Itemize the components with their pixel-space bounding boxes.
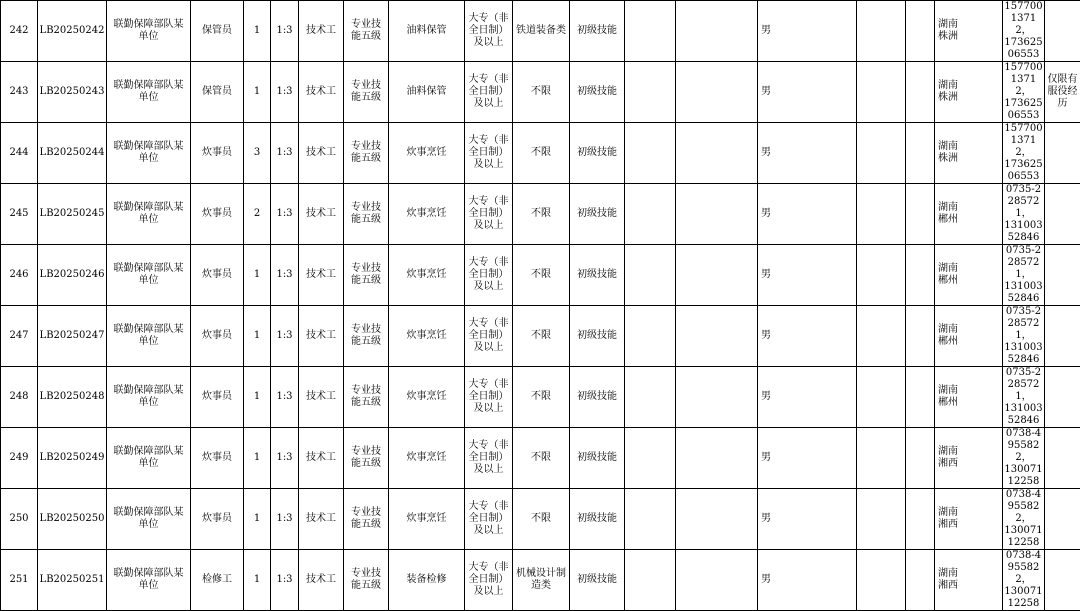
- cell-row-number: 249: [1, 428, 38, 489]
- cell-empty: [906, 550, 935, 611]
- cell-empty: [625, 184, 676, 245]
- cell-level: 专业技 能五级: [344, 1, 389, 62]
- table-row: [1, 62, 1080, 123]
- cell-empty: [625, 245, 676, 306]
- cell-education: 大专（非 全日制） 及以上: [465, 306, 513, 367]
- cell-type: 技术工: [299, 306, 344, 367]
- cell-skill: 初级技能: [570, 184, 625, 245]
- cell-row-number: 242: [1, 1, 38, 62]
- cell-empty: [676, 1, 758, 62]
- cell-unit: 联勤保障部队某 单位: [107, 489, 191, 550]
- cell-unit: 联勤保障部队某 单位: [107, 306, 191, 367]
- cell-major: 铁道装备类: [513, 1, 570, 62]
- cell-empty: [857, 62, 906, 123]
- cell-specialty: 油料保管: [389, 62, 465, 123]
- cell-empty: [625, 428, 676, 489]
- cell-note: [1045, 367, 1080, 428]
- cell-phone: 0738-4955822， 13007112258: [1003, 489, 1045, 550]
- cell-empty: [676, 306, 758, 367]
- cell-type: 技术工: [299, 245, 344, 306]
- cell-skill: 初级技能: [570, 489, 625, 550]
- cell-empty: [676, 489, 758, 550]
- cell-row-number: 247: [1, 306, 38, 367]
- cell-skill: 初级技能: [570, 123, 625, 184]
- cell-note: [1045, 428, 1080, 489]
- cell-note: [1045, 245, 1080, 306]
- cell-empty: [676, 123, 758, 184]
- cell-empty: [676, 184, 758, 245]
- cell-gender: 男: [758, 367, 857, 428]
- cell-region: 湖南 株洲: [935, 123, 1003, 184]
- cell-gender: 男: [758, 245, 857, 306]
- cell-phone: 0735-2285721， 13100352846: [1003, 245, 1045, 306]
- cell-unit: 联勤保障部队某 单位: [107, 367, 191, 428]
- cell-region: 湖南 湘西: [935, 550, 1003, 611]
- cell-empty: [625, 306, 676, 367]
- cell-gender: 男: [758, 489, 857, 550]
- cell-note: [1045, 184, 1080, 245]
- cell-empty: [906, 489, 935, 550]
- cell-level: 专业技 能五级: [344, 245, 389, 306]
- cell-specialty: 炊事烹饪: [389, 123, 465, 184]
- cell-major: 机械设计制 造类: [513, 550, 570, 611]
- cell-position: 保管员: [191, 1, 244, 62]
- cell-specialty: 装备检修: [389, 550, 465, 611]
- cell-education: 大专（非 全日制） 及以上: [465, 1, 513, 62]
- cell-empty: [906, 245, 935, 306]
- cell-note: [1045, 1, 1080, 62]
- cell-level: 专业技 能五级: [344, 489, 389, 550]
- cell-level: 专业技 能五级: [344, 550, 389, 611]
- table-body: [1, 1, 1080, 611]
- cell-position-code: LB20250251: [38, 550, 107, 611]
- cell-phone: 15770013712， 17362506553: [1003, 123, 1045, 184]
- cell-position: 保管员: [191, 62, 244, 123]
- cell-level: 专业技 能五级: [344, 123, 389, 184]
- cell-skill: 初级技能: [570, 367, 625, 428]
- cell-specialty: 炊事烹饪: [389, 245, 465, 306]
- cell-empty: [676, 245, 758, 306]
- cell-row-number: 246: [1, 245, 38, 306]
- cell-note: [1045, 123, 1080, 184]
- cell-education: 大专（非 全日制） 及以上: [465, 123, 513, 184]
- cell-count: 1: [244, 62, 271, 123]
- cell-type: 技术工: [299, 62, 344, 123]
- cell-education: 大专（非 全日制） 及以上: [465, 489, 513, 550]
- cell-ratio: 1:3: [271, 367, 299, 428]
- cell-empty: [857, 428, 906, 489]
- cell-empty: [857, 1, 906, 62]
- cell-position: 炊事员: [191, 245, 244, 306]
- table-row: [1, 1, 1080, 62]
- cell-level: 专业技 能五级: [344, 184, 389, 245]
- cell-empty: [625, 1, 676, 62]
- cell-ratio: 1:3: [271, 550, 299, 611]
- cell-empty: [625, 489, 676, 550]
- cell-specialty: 炊事烹饪: [389, 367, 465, 428]
- cell-note: [1045, 489, 1080, 550]
- cell-position-code: LB20250242: [38, 1, 107, 62]
- cell-count: 1: [244, 550, 271, 611]
- cell-empty: [857, 245, 906, 306]
- cell-level: 专业技 能五级: [344, 306, 389, 367]
- cell-gender: 男: [758, 550, 857, 611]
- cell-empty: [906, 123, 935, 184]
- cell-position: 炊事员: [191, 306, 244, 367]
- cell-empty: [625, 62, 676, 123]
- cell-position-code: LB20250248: [38, 367, 107, 428]
- cell-gender: 男: [758, 306, 857, 367]
- cell-ratio: 1:3: [271, 428, 299, 489]
- cell-region: 湖南 郴州: [935, 245, 1003, 306]
- cell-position: 炊事员: [191, 184, 244, 245]
- cell-major: 不限: [513, 62, 570, 123]
- cell-region: 湖南 郴州: [935, 306, 1003, 367]
- cell-region: 湖南 郴州: [935, 184, 1003, 245]
- cell-education: 大专（非 全日制） 及以上: [465, 550, 513, 611]
- cell-gender: 男: [758, 123, 857, 184]
- cell-count: 1: [244, 489, 271, 550]
- cell-empty: [625, 367, 676, 428]
- cell-ratio: 1:3: [271, 184, 299, 245]
- cell-empty: [906, 184, 935, 245]
- cell-region: 湖南 株洲: [935, 62, 1003, 123]
- table-row: [1, 306, 1080, 367]
- cell-type: 技术工: [299, 367, 344, 428]
- cell-skill: 初级技能: [570, 428, 625, 489]
- cell-region: 湖南 湘西: [935, 428, 1003, 489]
- cell-phone: 0738-4955822， 13007112258: [1003, 428, 1045, 489]
- cell-ratio: 1:3: [271, 1, 299, 62]
- cell-gender: 男: [758, 428, 857, 489]
- cell-empty: [857, 489, 906, 550]
- cell-phone: 15770013712， 17362506553: [1003, 1, 1045, 62]
- cell-type: 技术工: [299, 184, 344, 245]
- cell-position-code: LB20250247: [38, 306, 107, 367]
- cell-major: 不限: [513, 123, 570, 184]
- cell-empty: [906, 306, 935, 367]
- cell-row-number: 244: [1, 123, 38, 184]
- cell-empty: [906, 428, 935, 489]
- cell-count: 3: [244, 123, 271, 184]
- cell-count: 1: [244, 367, 271, 428]
- cell-ratio: 1:3: [271, 123, 299, 184]
- cell-specialty: 油料保管: [389, 1, 465, 62]
- cell-specialty: 炊事烹饪: [389, 306, 465, 367]
- cell-empty: [857, 123, 906, 184]
- cell-skill: 初级技能: [570, 1, 625, 62]
- cell-unit: 联勤保障部队某 单位: [107, 1, 191, 62]
- cell-education: 大专（非 全日制） 及以上: [465, 184, 513, 245]
- cell-position: 炊事员: [191, 367, 244, 428]
- cell-empty: [857, 367, 906, 428]
- cell-skill: 初级技能: [570, 306, 625, 367]
- cell-count: 1: [244, 428, 271, 489]
- cell-unit: 联勤保障部队某 单位: [107, 62, 191, 123]
- cell-gender: 男: [758, 62, 857, 123]
- cell-empty: [857, 306, 906, 367]
- cell-position: 检修工: [191, 550, 244, 611]
- table-row: [1, 123, 1080, 184]
- table-row: [1, 245, 1080, 306]
- cell-position-code: LB20250246: [38, 245, 107, 306]
- cell-row-number: 251: [1, 550, 38, 611]
- cell-type: 技术工: [299, 428, 344, 489]
- cell-specialty: 炊事烹饪: [389, 184, 465, 245]
- cell-ratio: 1:3: [271, 245, 299, 306]
- cell-unit: 联勤保障部队某 单位: [107, 245, 191, 306]
- table-row: [1, 550, 1080, 611]
- cell-note: [1045, 550, 1080, 611]
- cell-level: 专业技 能五级: [344, 62, 389, 123]
- cell-phone: 0735-2285721， 13100352846: [1003, 184, 1045, 245]
- cell-level: 专业技 能五级: [344, 367, 389, 428]
- cell-phone: 0738-4955822， 13007112258: [1003, 550, 1045, 611]
- cell-skill: 初级技能: [570, 550, 625, 611]
- cell-empty: [906, 62, 935, 123]
- cell-education: 大专（非 全日制） 及以上: [465, 245, 513, 306]
- cell-empty: [906, 367, 935, 428]
- cell-major: 不限: [513, 489, 570, 550]
- cell-position: 炊事员: [191, 489, 244, 550]
- cell-unit: 联勤保障部队某 单位: [107, 184, 191, 245]
- cell-region: 湖南 株洲: [935, 1, 1003, 62]
- cell-phone: 0735-2285721， 13100352846: [1003, 367, 1045, 428]
- cell-ratio: 1:3: [271, 489, 299, 550]
- cell-position-code: LB20250249: [38, 428, 107, 489]
- cell-position: 炊事员: [191, 428, 244, 489]
- cell-level: 专业技 能五级: [344, 428, 389, 489]
- cell-unit: 联勤保障部队某 单位: [107, 550, 191, 611]
- cell-empty: [625, 550, 676, 611]
- cell-count: 1: [244, 1, 271, 62]
- cell-position-code: LB20250244: [38, 123, 107, 184]
- cell-education: 大专（非 全日制） 及以上: [465, 62, 513, 123]
- cell-type: 技术工: [299, 489, 344, 550]
- cell-position-code: LB20250245: [38, 184, 107, 245]
- cell-empty: [676, 62, 758, 123]
- cell-phone: 15770013712， 17362506553: [1003, 62, 1045, 123]
- cell-ratio: 1:3: [271, 306, 299, 367]
- cell-major: 不限: [513, 245, 570, 306]
- cell-unit: 联勤保障部队某 单位: [107, 123, 191, 184]
- cell-unit: 联勤保障部队某 单位: [107, 428, 191, 489]
- cell-gender: 男: [758, 1, 857, 62]
- cell-empty: [676, 550, 758, 611]
- cell-row-number: 243: [1, 62, 38, 123]
- cell-empty: [857, 550, 906, 611]
- cell-count: 2: [244, 184, 271, 245]
- cell-specialty: 炊事烹饪: [389, 489, 465, 550]
- table-row: [1, 489, 1080, 550]
- cell-row-number: 248: [1, 367, 38, 428]
- cell-position: 炊事员: [191, 123, 244, 184]
- cell-specialty: 炊事烹饪: [389, 428, 465, 489]
- cell-row-number: 245: [1, 184, 38, 245]
- cell-position-code: LB20250243: [38, 62, 107, 123]
- cell-type: 技术工: [299, 550, 344, 611]
- cell-empty: [625, 123, 676, 184]
- cell-region: 湖南 郴州: [935, 367, 1003, 428]
- cell-ratio: 1:3: [271, 62, 299, 123]
- cell-note: [1045, 306, 1080, 367]
- cell-major: 不限: [513, 367, 570, 428]
- cell-count: 1: [244, 245, 271, 306]
- cell-type: 技术工: [299, 123, 344, 184]
- cell-gender: 男: [758, 184, 857, 245]
- cell-region: 湖南 湘西: [935, 489, 1003, 550]
- cell-major: 不限: [513, 184, 570, 245]
- cell-count: 1: [244, 306, 271, 367]
- cell-empty: [676, 428, 758, 489]
- cell-empty: [857, 184, 906, 245]
- table-row: [1, 184, 1080, 245]
- table-row: [1, 367, 1080, 428]
- cell-education: 大专（非 全日制） 及以上: [465, 428, 513, 489]
- cell-skill: 初级技能: [570, 245, 625, 306]
- cell-skill: 初级技能: [570, 62, 625, 123]
- cell-major: 不限: [513, 428, 570, 489]
- cell-phone: 0735-2285721， 13100352846: [1003, 306, 1045, 367]
- cell-type: 技术工: [299, 1, 344, 62]
- cell-row-number: 250: [1, 489, 38, 550]
- cell-note: 仅限有服役经 历: [1045, 62, 1080, 123]
- table-row: [1, 428, 1080, 489]
- cell-empty: [906, 1, 935, 62]
- cell-education: 大专（非 全日制） 及以上: [465, 367, 513, 428]
- cell-position-code: LB20250250: [38, 489, 107, 550]
- cell-empty: [676, 367, 758, 428]
- cell-major: 不限: [513, 306, 570, 367]
